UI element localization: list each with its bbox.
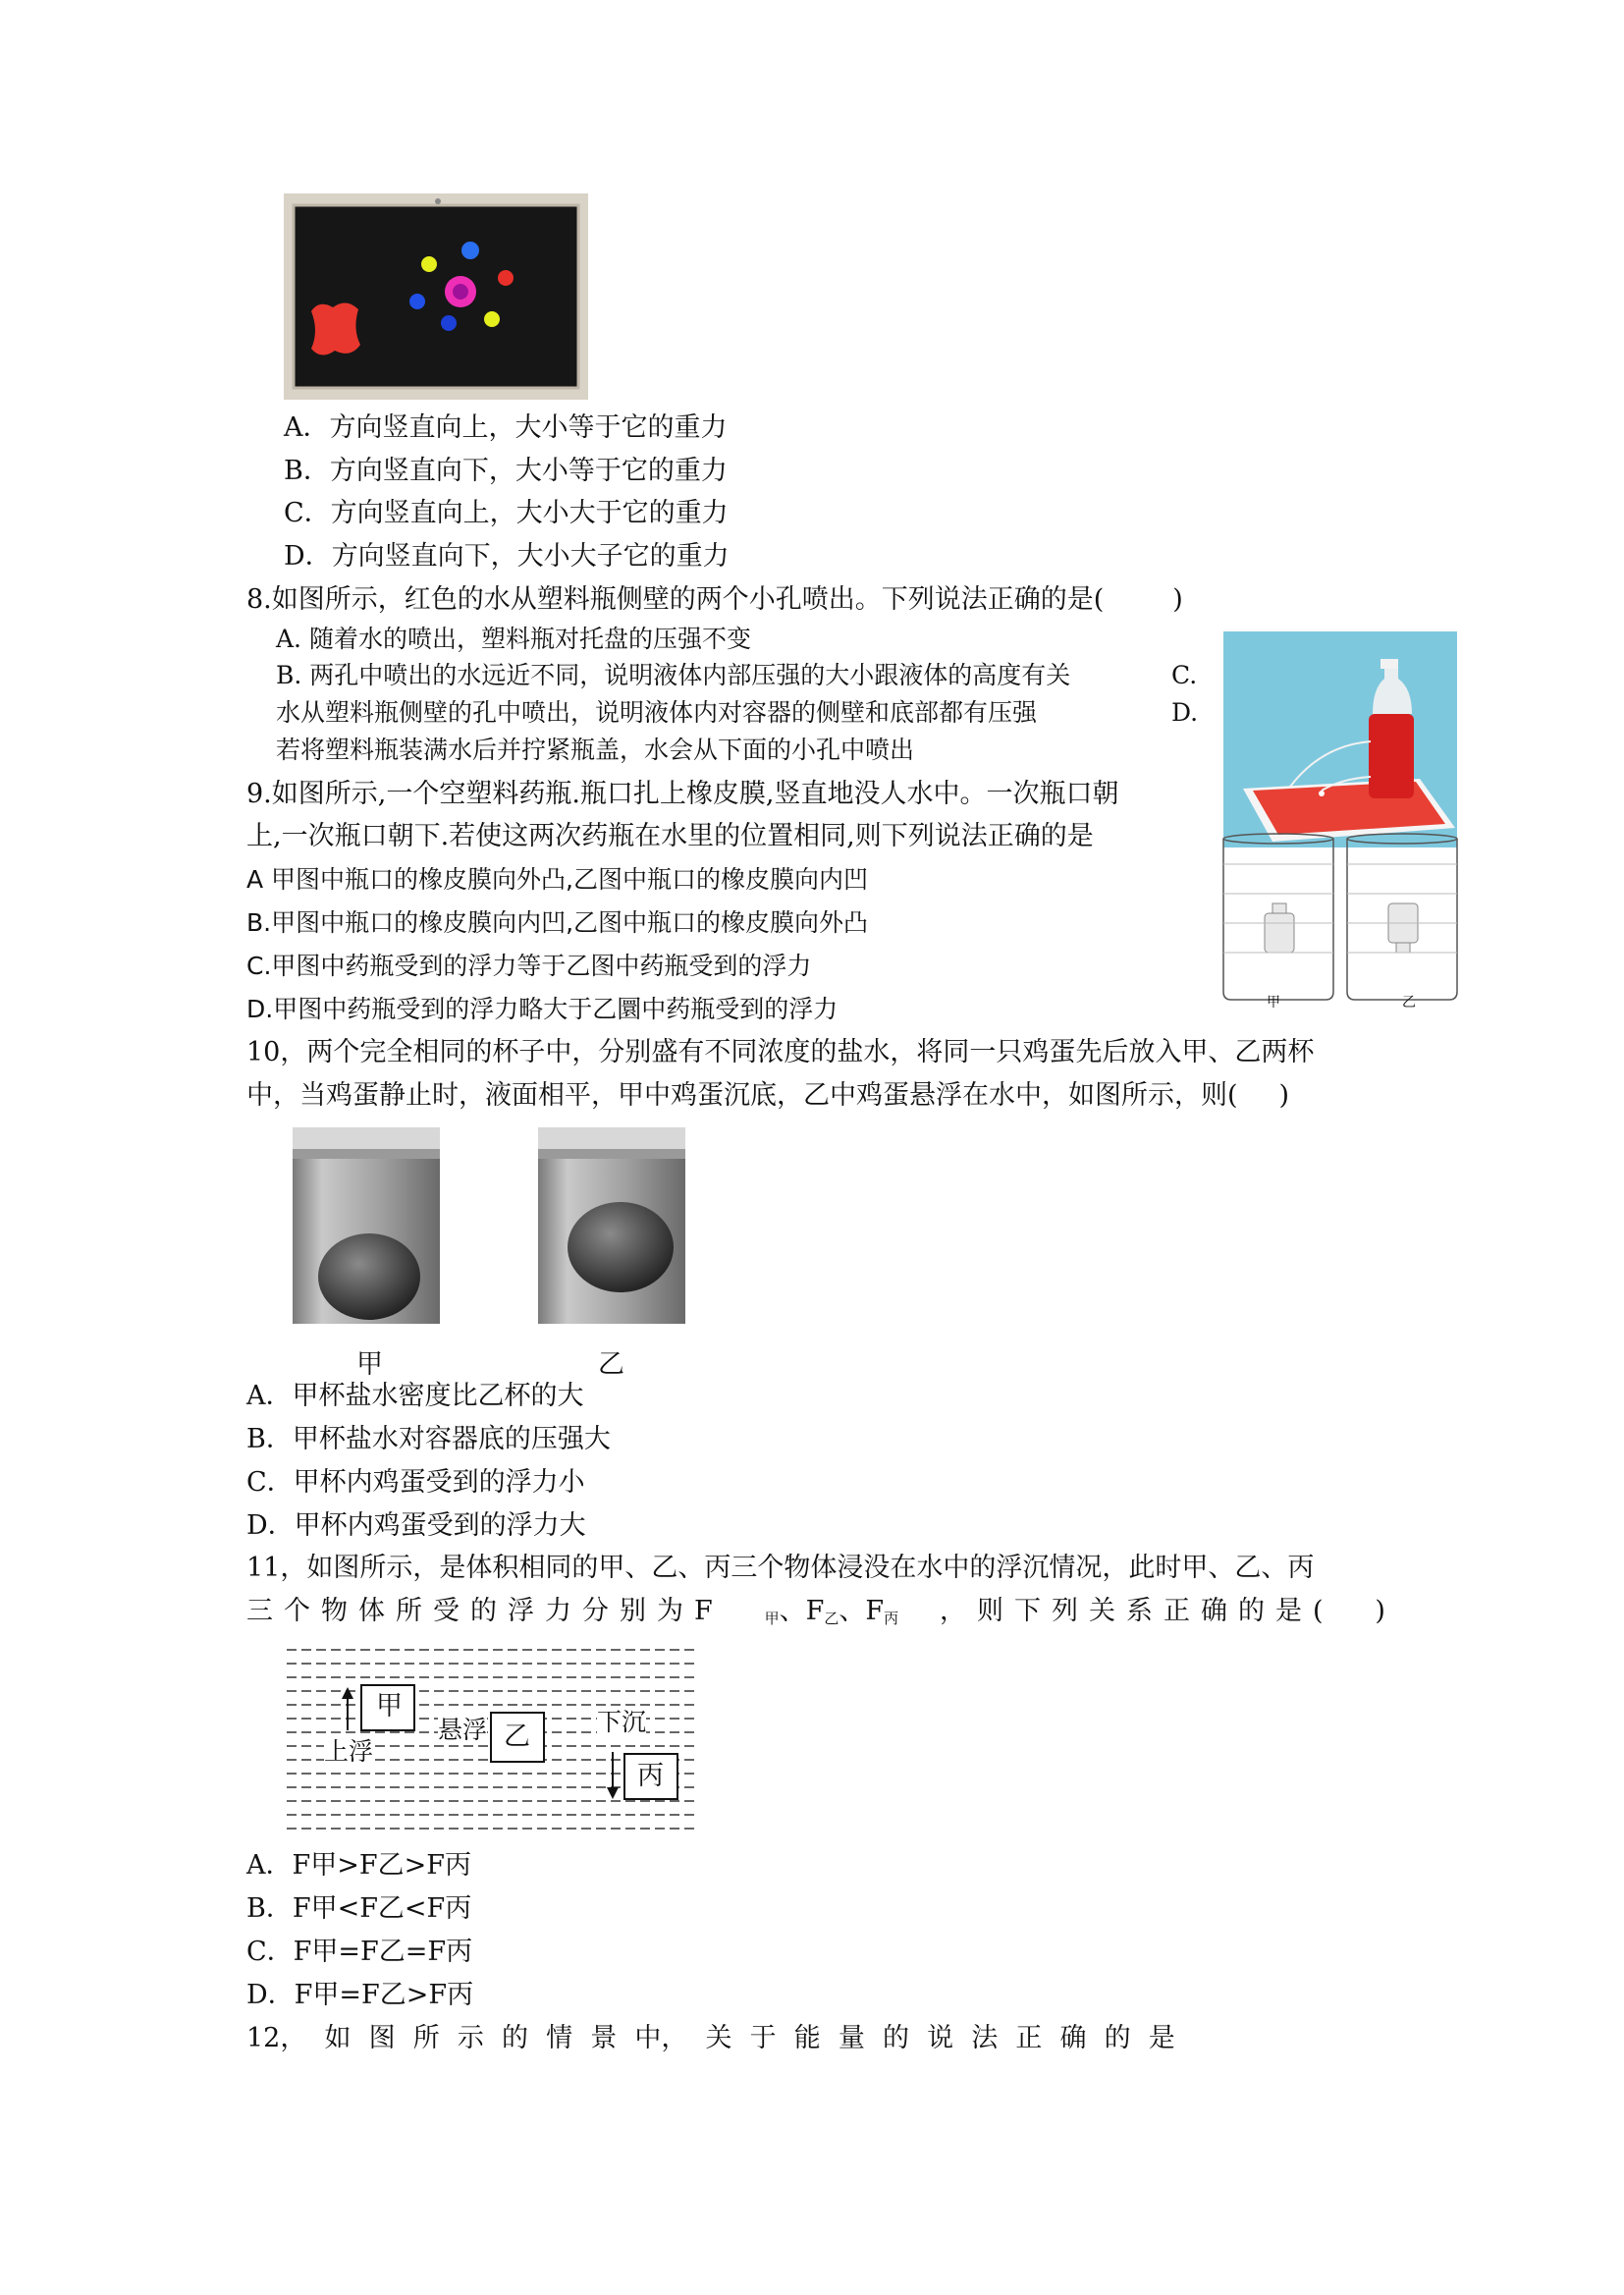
q10-stem-line2-text: 中，当鸡蛋静止时，液面相平，甲中鸡蛋沉底，乙中鸡蛋悬浮在水中，如图所示，则( bbox=[246, 1080, 1238, 1111]
q11-option-d: D．F甲=F乙>F丙 bbox=[246, 1980, 474, 2010]
q9-fig-label-jia: 甲 bbox=[1267, 995, 1280, 1011]
q12-char: 于 bbox=[749, 2023, 777, 2053]
q11-box-bing: 丙 bbox=[637, 1759, 664, 1794]
q12-char: 法 bbox=[971, 2023, 999, 2053]
q9-stem-line2: 上,一次瓶口朝下.若使这两次药瓶在水里的位置相同,则下列说法正确的是 bbox=[246, 821, 1094, 851]
q11-option-a: A．F甲>F乙>F丙 bbox=[246, 1850, 471, 1881]
q9-fig-label-yi: 乙 bbox=[1402, 995, 1416, 1011]
q11-stem-line1: 11，如图所示，是体积相同的甲、乙、丙三个物体浸没在水中的浮沉情况，此时甲、乙、丙 bbox=[246, 1553, 1315, 1583]
q11-stem-part: ) bbox=[1375, 1596, 1385, 1626]
q9-option-b: B.甲图中瓶口的橡皮膜向内凹,乙图中瓶口的橡皮膜向外凸 bbox=[246, 908, 869, 937]
q12-char: 中， bbox=[634, 2023, 688, 2053]
q8-option-b-text: B. 两孔中喷出的水远近不同，说明液体内部压强的大小跟液体的高度有关 bbox=[276, 661, 1071, 689]
q8-option-d-text: 若将塑料瓶装满水后并拧紧瓶盖，水会从下面的小孔中喷出 bbox=[276, 736, 915, 764]
q12-char: 12， bbox=[246, 2023, 307, 2053]
q8-option-d-label: D. bbox=[1171, 698, 1199, 727]
q7-option-a: A．方向竖直向上，大小等于它的重力 bbox=[284, 412, 728, 443]
q8-stem bbox=[246, 582, 1183, 618]
q11-stem-line2 bbox=[246, 1594, 1385, 1636]
q12-char: 图 bbox=[368, 2023, 396, 2053]
q9-option-a: A 甲图中瓶口的橡皮膜向外凸,乙图中瓶口的橡皮膜向内凹 bbox=[246, 865, 868, 894]
bottle-figure bbox=[1223, 631, 1457, 847]
q10-option-b: B．甲杯盐水对容器底的压强大 bbox=[246, 1424, 611, 1454]
q11-stem-part: 、F bbox=[839, 1596, 885, 1626]
q11-option-b: B．F甲<F乙<F丙 bbox=[246, 1893, 472, 1924]
q8-close-paren: ) bbox=[1172, 584, 1183, 615]
q12-char: 正 bbox=[1015, 2023, 1043, 2053]
q12-char: 的 bbox=[501, 2023, 528, 2053]
q12-char: 所 bbox=[412, 2023, 440, 2053]
q7-option-c: C．方向竖直向上，大小大于它的重力 bbox=[284, 498, 729, 528]
q9-stem-line1: 9.如图所示,一个空塑料药瓶.瓶口扎上橡皮膜,竖直地没人水中。一次瓶口朝 bbox=[246, 779, 1119, 809]
q11-sub-yi: 乙 bbox=[824, 1610, 839, 1627]
q12-char: 量 bbox=[838, 2023, 865, 2053]
q11-stem-part bbox=[765, 1594, 899, 1636]
q12-char: 情 bbox=[546, 2023, 573, 2053]
q12-char: 景 bbox=[590, 2023, 618, 2053]
q12-char: 确 bbox=[1059, 2023, 1087, 2053]
q9-option-c: C.甲图中药瓶受到的浮力等于乙图中药瓶受到的浮力 bbox=[246, 952, 812, 980]
q11-label-sink: 下沉 bbox=[597, 1708, 647, 1736]
q12-char: 关 bbox=[705, 2023, 732, 2053]
q12-stem bbox=[246, 2021, 1175, 2056]
q12-char: 的 bbox=[1104, 2023, 1131, 2053]
q11-label-suspend: 悬浮 bbox=[438, 1716, 488, 1744]
float-sink-figure bbox=[287, 1644, 697, 1833]
q10-option-d: D．甲杯内鸡蛋受到的浮力大 bbox=[246, 1510, 586, 1541]
q11-sub-bing: 丙 bbox=[884, 1610, 899, 1627]
q11-label-rise: 上浮 bbox=[324, 1737, 374, 1766]
q7-option-d: D．方向竖直向下，大小大子它的重力 bbox=[284, 541, 730, 572]
q12-char: 能 bbox=[793, 2023, 821, 2053]
q10-fig-label-yi: 乙 bbox=[598, 1349, 624, 1380]
q12-char: 示 bbox=[457, 2023, 484, 2053]
q10-fig-label-jia: 甲 bbox=[356, 1349, 383, 1380]
q10-close-paren: ) bbox=[1278, 1080, 1290, 1111]
blackboard-figure bbox=[284, 193, 588, 400]
q9-option-d: D.甲图中药瓶受到的浮力略大于乙圜中药瓶受到的浮力 bbox=[246, 995, 839, 1023]
q10-option-c: C．甲杯内鸡蛋受到的浮力小 bbox=[246, 1467, 585, 1498]
q12-char: 是 bbox=[1148, 2023, 1175, 2053]
q12-char: 说 bbox=[927, 2023, 954, 2053]
q11-box-jia: 甲 bbox=[376, 1689, 403, 1724]
q10-stem-line1: 10，两个完全相同的杯子中，分别盛有不同浓度的盐水，将同一只鸡蛋先后放入甲、乙两杯 bbox=[246, 1037, 1315, 1067]
q8-option-a: A. 随着水的喷出，塑料瓶对托盘的压强不变 bbox=[276, 625, 751, 653]
q7-option-b: B．方向竖直向下，大小等于它的重力 bbox=[284, 456, 728, 486]
q12-char: 如 bbox=[324, 2023, 352, 2053]
q11-box-yi: 乙 bbox=[504, 1720, 530, 1755]
q11-stem-part: ，则下列关系正确的是( bbox=[940, 1596, 1334, 1626]
q8-option-c-label: C. bbox=[1171, 661, 1198, 689]
q11-stem-part: 三个物体所受的浮力分别为F bbox=[246, 1596, 724, 1626]
q8-stem-text: 8.如图所示，红色的水从塑料瓶侧壁的两个小孔喷出。下列说法正确的是( bbox=[246, 584, 1105, 615]
egg-beakers-figure bbox=[287, 1121, 691, 1331]
q11-sub-jia: 甲 bbox=[764, 1610, 780, 1627]
q8-option-b bbox=[276, 658, 1070, 693]
q11-stem-part: 、F bbox=[779, 1596, 825, 1626]
q10-option-a: A．甲杯盐水密度比乙杯的大 bbox=[246, 1381, 584, 1411]
medicine-bottle-figure bbox=[1218, 825, 1463, 1007]
q10-stem-line2 bbox=[246, 1078, 1289, 1114]
q8-option-c-text: 水从塑料瓶侧壁的孔中喷出，说明液体内对容器的侧壁和底部都有压强 bbox=[276, 698, 1038, 727]
q12-char: 的 bbox=[882, 2023, 909, 2053]
q11-option-c: C．F甲=F乙=F丙 bbox=[246, 1937, 473, 1967]
